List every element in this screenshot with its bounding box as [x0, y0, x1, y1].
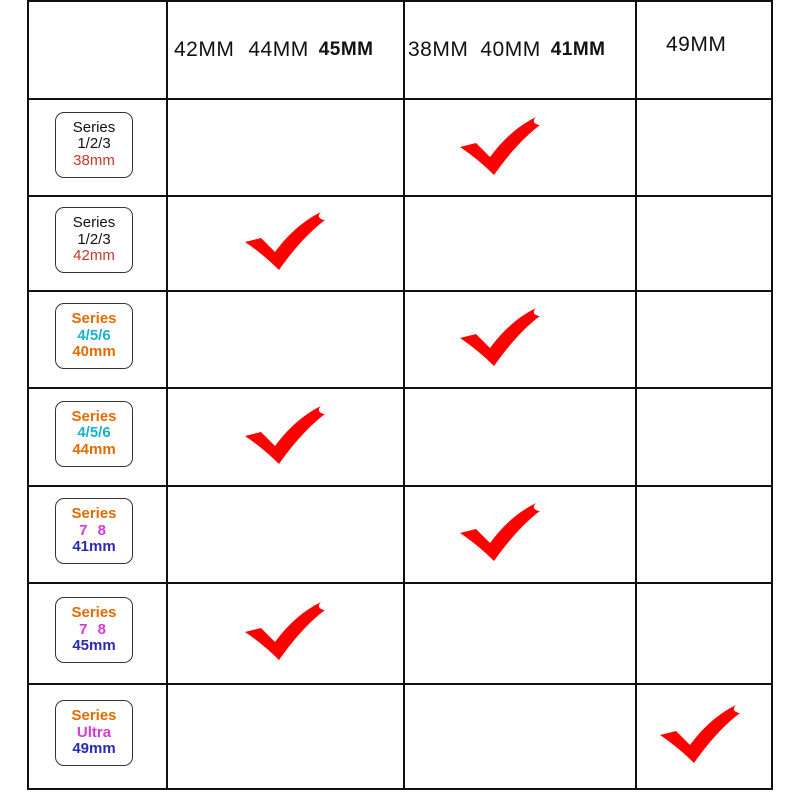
table-border-top — [27, 0, 773, 2]
badge-series-label: Series — [71, 707, 117, 725]
header-size-49mm: 49MM — [666, 33, 727, 56]
series-badge — [55, 207, 133, 273]
table-border-right — [771, 0, 773, 790]
badge-series-label: Series — [72, 214, 116, 232]
row-divider — [27, 582, 773, 584]
badge-size-label: 42mm — [73, 247, 115, 265]
badge-size-label: 44mm — [72, 440, 116, 458]
row-divider — [27, 485, 773, 487]
badge-models-label: 1/2/3 — [77, 135, 111, 153]
checkmark-icon — [458, 503, 542, 563]
checkmark-icon — [458, 308, 542, 368]
checkmark-icon — [458, 117, 542, 177]
badge-size-label: 38mm — [73, 151, 115, 169]
checkmark-icon — [243, 602, 327, 662]
header-col-1 — [174, 30, 400, 70]
header-size-45mm: 45MM — [318, 39, 374, 60]
header-size-38mm: 38MM — [408, 38, 469, 61]
series-badge — [55, 498, 133, 564]
checkmark-icon — [243, 212, 327, 272]
badge-models-label: 4/5/6 — [77, 424, 111, 442]
row-divider — [27, 683, 773, 685]
row-divider — [27, 387, 773, 389]
badge-models-label: 7 8 — [79, 620, 109, 638]
row-divider — [27, 290, 773, 292]
badge-models-label: 7 8 — [79, 521, 109, 539]
row-divider — [27, 98, 773, 100]
column-divider-1 — [166, 0, 168, 790]
badge-series-label: Series — [71, 505, 117, 523]
table-border-bottom — [27, 788, 773, 790]
badge-size-label: 49mm — [72, 740, 116, 758]
header-col-2 — [408, 30, 634, 70]
badge-series-label: Series — [72, 118, 116, 136]
series-badge — [55, 597, 133, 663]
column-divider-2 — [403, 0, 405, 790]
checkmark-icon — [243, 406, 327, 466]
badge-size-label: 41mm — [72, 538, 116, 556]
badge-size-label: 45mm — [72, 637, 116, 655]
badge-series-label: Series — [71, 407, 117, 425]
badge-size-label: 40mm — [72, 343, 116, 361]
series-badge — [55, 303, 133, 369]
badge-models-label: 4/5/6 — [77, 326, 111, 344]
badge-models-label: 1/2/3 — [77, 230, 111, 248]
header-size-44mm: 44MM — [248, 38, 309, 61]
series-badge — [55, 700, 133, 766]
series-badge — [55, 401, 133, 467]
table-border-left — [27, 0, 29, 790]
column-divider-3 — [635, 0, 637, 790]
badge-series-label: Series — [71, 604, 117, 622]
header-size-40mm: 40MM — [480, 38, 541, 61]
header-size-42mm: 42MM — [174, 38, 235, 61]
badge-models-label: Ultra — [76, 723, 112, 741]
row-divider — [27, 195, 773, 197]
badge-series-label: Series — [71, 310, 117, 328]
series-badge — [55, 112, 133, 178]
header-col-3 — [666, 25, 766, 65]
header-size-41mm: 41MM — [550, 39, 606, 60]
checkmark-icon — [658, 705, 742, 765]
